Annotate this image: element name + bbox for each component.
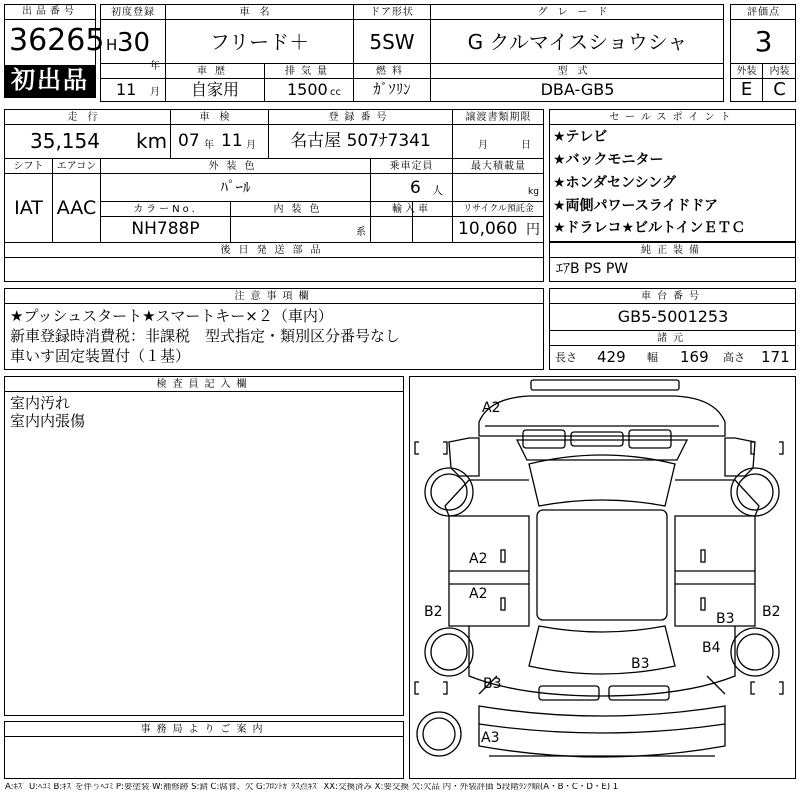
damage-mark: B3 [483, 676, 502, 692]
width: 169 [680, 348, 709, 366]
ac: AAC [56, 197, 97, 219]
notes-label: 注意事項欄 [234, 291, 315, 302]
plate: 名古屋 507ﾅ7341 [290, 131, 431, 151]
ext-color-label: 外装色 [208, 161, 263, 172]
month-unit: 月 [150, 87, 160, 98]
equipment-value: ｴｱB PS PW [556, 261, 629, 277]
mileage-label: 走行 [67, 112, 108, 123]
inspection-label: 車検 [199, 112, 240, 123]
office-label: 事務局よりご案内 [140, 724, 269, 735]
capacity-unit: 人 [432, 184, 443, 197]
displacement-unit: cc [330, 87, 341, 98]
exterior-label: 外装 [736, 66, 757, 77]
shift-label: シフト [13, 161, 44, 172]
damage-mark: B3 [631, 656, 650, 672]
color-no: NH788P [131, 219, 200, 239]
damage-mark: B4 [702, 640, 721, 656]
capacity-label: 乗車定員 [389, 161, 434, 172]
inspector-line: 室内内張傷 [10, 412, 86, 430]
recycle-label: リサイクル預託金 [463, 204, 534, 214]
width-label: 幅 [647, 351, 658, 364]
notes-line: 新車登録時消費税：非課税 型式指定・類別区分番号なし [10, 327, 401, 345]
mileage: 35,154 [30, 129, 100, 153]
reg-month: 11 [116, 80, 137, 99]
model: DBA-GB5 [540, 80, 615, 99]
grade: G クルマイスショウシャ [467, 30, 688, 54]
score-label: 評価点 [747, 7, 780, 18]
era: H [106, 36, 118, 54]
first-reg-label: 初度登録 [111, 7, 155, 18]
damage-mark: A2 [482, 400, 501, 416]
chassis-label: 車台番号 [641, 291, 705, 302]
insp-month-unit: 月 [246, 140, 256, 151]
notes-line: ★プッシュスタート★スマートキー×２（車内） [10, 307, 333, 325]
displacement-label: 排気量 [285, 66, 333, 77]
sales-point: ★ドラレコ★ビルトインＥＴＣ [553, 220, 746, 236]
interior-label: 内装 [769, 66, 790, 77]
door: 5SW [369, 30, 415, 54]
car-diagram [409, 376, 796, 779]
recycle-unit: 円 [526, 222, 540, 238]
grade-label: グレード [537, 7, 618, 18]
mileage-unit: km [136, 129, 168, 153]
insp-month: 11 [221, 131, 243, 151]
insp-year-unit: 年 [204, 140, 214, 151]
displacement: 1500 [287, 80, 328, 99]
history-label: 車歴 [197, 66, 233, 77]
inspector-label: 検査員記入欄 [156, 379, 253, 390]
shift: IAT [14, 197, 43, 219]
later-parts-label: 後日発送部品 [220, 245, 329, 256]
equipment-label: 純正装備 [641, 245, 705, 256]
inspector-line: 室内汚れ [10, 394, 71, 412]
damage-mark: A2 [469, 551, 488, 567]
ac-label: エアコン [56, 161, 97, 172]
transfer-month: 月 [478, 140, 488, 151]
dims-label: 諸元 [657, 333, 689, 344]
insp-year: 07 [178, 131, 200, 151]
damage-mark: B3 [716, 611, 735, 627]
import-label: 輸入車 [392, 204, 431, 215]
interior-grade: C [773, 79, 786, 100]
car-name-label: 車名 [239, 7, 280, 18]
int-color-label: 内装色 [273, 204, 328, 215]
score: 3 [754, 25, 773, 58]
lot-number: 36265 [9, 23, 105, 58]
ext-color: ﾊﾟｰﾙ [220, 178, 251, 196]
load-unit: kg [528, 187, 539, 197]
transfer-label: 譲渡書類期限 [465, 112, 532, 123]
car-name: フリード＋ [209, 30, 310, 54]
damage-mark: A2 [469, 586, 488, 602]
damage-mark: B2 [762, 604, 781, 620]
damage-mark: A3 [481, 730, 500, 746]
length-label: 長さ [555, 351, 577, 364]
sales-point: ★両側パワースライドドア [553, 198, 719, 214]
recycle: 10,060 [458, 219, 518, 239]
first-listing-text: 初出品 [11, 66, 89, 94]
reg-year: 30 [117, 28, 151, 58]
exterior-grade: E [740, 79, 753, 100]
fuel-label: 燃料 [376, 66, 408, 77]
damage-mark: B2 [424, 604, 443, 620]
height: 171 [761, 348, 790, 366]
color-no-label: カラーNo. [133, 204, 198, 215]
sales-point: ★ホンダセンシング [553, 175, 677, 191]
transfer-day: 日 [521, 140, 531, 151]
chassis-number: GB5-5001253 [617, 307, 729, 326]
year-unit: 年 [150, 61, 160, 72]
lot-label: 出品番号 [22, 6, 78, 17]
load-label: 最大積載量 [471, 161, 526, 172]
legend-text: A:ｷｽﾞ U:ﾍｺﾐ B:ｷｽﾞを伴うﾍｺﾐ P:要塗装 W:補修跡 S:錆 C:腐食、欠 G:ﾌﾛﾝﾄｶﾞﾗｽ点ｷｽﾞ XX:交換済み X:要交換 欠:欠品 内・外装評価 5段階ﾗﾝｸ順(A・B・C・D・E) 1 [5, 783, 619, 792]
model-label: 型式 [557, 66, 598, 77]
history: 自家用 [190, 80, 239, 99]
sales-point: ★バックモニター [553, 152, 664, 168]
height-label: 高さ [723, 351, 745, 364]
door-label: ドア形状 [370, 7, 414, 18]
capacity: 6 [410, 178, 421, 198]
fuel: ｶﾞｿﾘﾝ [373, 80, 411, 98]
sales-point: ★テレビ [553, 129, 608, 145]
length: 429 [597, 348, 626, 366]
sales-label: セールスポイント [609, 112, 737, 123]
plate-label: 登録番号 [328, 112, 393, 123]
notes-line: 車いす固定装置付（１基） [10, 347, 191, 365]
int-color-unit: 系 [356, 227, 366, 238]
